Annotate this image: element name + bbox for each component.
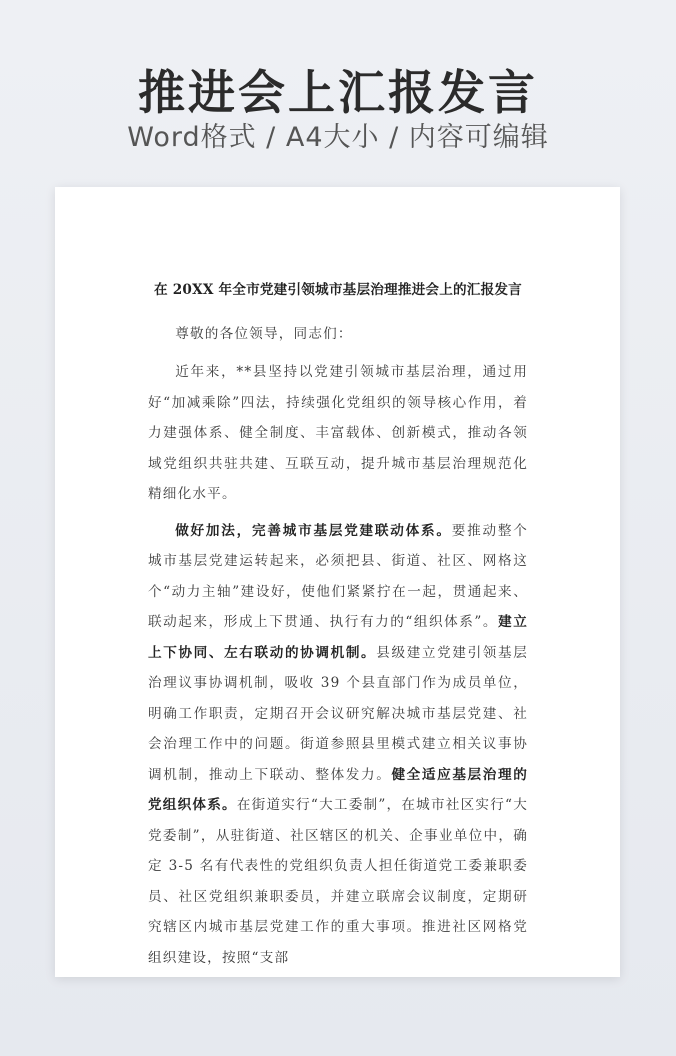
section-heading-addition: 做好加法，完善城市基层党建联动体系。	[175, 522, 452, 539]
paragraph-2-text-1: 要推动整个城市基层党建运转起来，必须把县、街道、社区、网格这个“动力主轴”建设好，使他们紧紧拧在一起，贯通起来、联动起来，形成上下贯通、执行有力的“组织体系”。	[148, 522, 528, 630]
page-subtitle: Word格式 / A4大小 / 内容可编辑	[127, 122, 549, 153]
paragraph-1: 近年来，**县坚持以党建引领城市基层治理，通过用好“加减乘除”四法，持续强化党组织的领导核心作用，着力建强体系、健全制度、丰富载体、创新模式，推动各领域党组织共驻共建、互联互动，提升城市基层治理规范化精细化水平。	[148, 364, 528, 502]
document-title: 在 20XX 年全市党建引领城市基层治理推进会上的汇报发言	[154, 282, 522, 298]
paragraph-2-text-2: 县级建立党建引领基层治理议事协调机制，吸收 39 个县直部门作为成员单位，明确工作职责，定期召开会议研究解决城市基层党建、社会治理工作中的问题。街道参照县里模式建立相关议事协调机制，推动上下联动、整体发力。	[148, 644, 529, 783]
section-heading-organization: 健全适应基层治理的党组织体系。	[148, 766, 528, 813]
page-title: 推进会上汇报发言	[138, 66, 538, 121]
paragraph-2-text-3: 在街道实行“大工委制”，在城市社区实行“大党委制”，从驻街道、社区辖区的机关、企事业单位中，确定 3-5 名有代表性的党组织负责人担任街道党工委兼职委员、社区党组织兼职委员，并建立联席会议制度，定期研究辖区内城市基层党建工作的重大事项。推进社区网格党组织建设，按照“支部	[148, 797, 528, 966]
salutation: 尊敬的各位领导，同志们：	[175, 326, 353, 342]
section-heading-coordination: 建立上下协同、左右联动的协调机制。	[148, 614, 528, 661]
document-body	[148, 277, 528, 979]
paragraph-2	[148, 516, 528, 974]
document-page	[55, 187, 620, 977]
